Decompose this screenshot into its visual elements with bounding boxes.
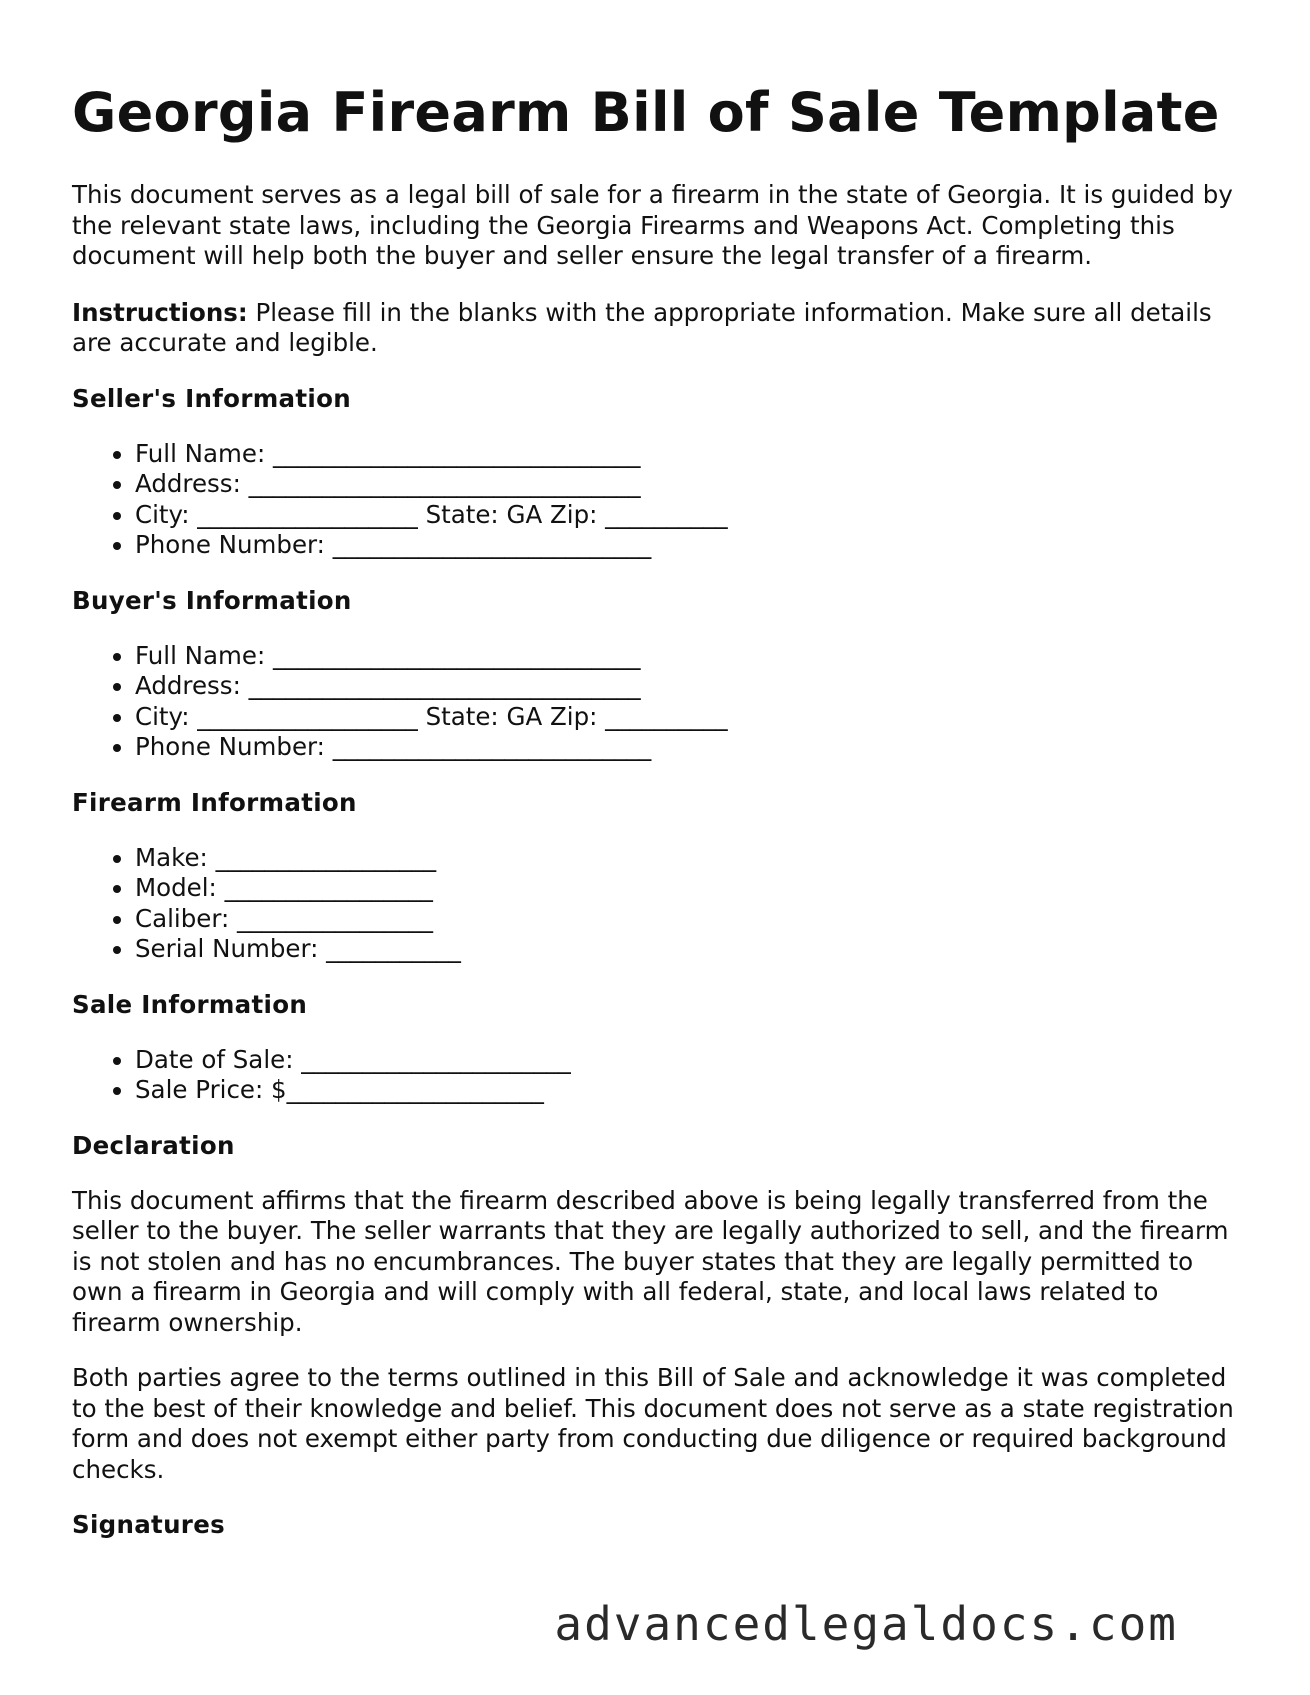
seller-phone-field: • Phone Number: __________________________ <box>135 530 1247 561</box>
seller-heading: Seller's Information <box>72 383 351 413</box>
declaration-paragraph-1: This document affirms that the firearm described above is being legally transferred from the seller to the buyer. The seller warrants that they are legally authorized to sell, and the firearm is not stolen and has no encumbrances. The buyer states that they are legally permitted to own a firearm in Georgia and will comply with all federal, state, and local laws related to firearm ownership. <box>72 1185 1229 1337</box>
firearm-caliber-field: • Caliber: ________________ <box>135 904 1247 935</box>
buyer-heading: Buyer's Information <box>72 585 352 615</box>
sale-price-field: • Sale Price: $_____________________ <box>135 1075 1247 1106</box>
buyer-address-field: • Address: ________________________________ <box>135 671 1247 702</box>
firearm-model-field: • Model: _________________ <box>135 873 1247 904</box>
seller-full-name-field: • Full Name: ______________________________ <box>135 439 1247 470</box>
sale-date-field: • Date of Sale: ______________________ <box>135 1045 1247 1076</box>
sale-fields <box>72 1045 1247 1106</box>
buyer-fields <box>72 641 1247 763</box>
declaration-heading: Declaration <box>72 1130 235 1160</box>
sale-heading: Sale Information <box>72 989 308 1019</box>
seller-address-field: • Address: ________________________________ <box>135 469 1247 500</box>
watermark-text: advancedlegaldocs.com <box>554 1597 1178 1651</box>
firearm-make-field: • Make: __________________ <box>135 843 1247 874</box>
buyer-city-state-zip-field: • City: __________________ State: GA Zip: __________ <box>135 702 1247 733</box>
intro-paragraph: This document serves as a legal bill of sale for a firearm in the state of Georgia. It is guided by the relevant state laws, including the Georgia Firearms and Weapons Act. Completing this document will help both the buyer and seller ensure the legal transfer of a firearm. <box>72 180 1233 271</box>
seller-fields <box>72 439 1247 561</box>
signatures-heading: Signatures <box>72 1510 225 1540</box>
document-page <box>72 82 1247 1565</box>
buyer-full-name-field: • Full Name: ______________________________ <box>135 641 1247 672</box>
seller-city-state-zip-field: • City: __________________ State: GA Zip: __________ <box>135 500 1247 531</box>
instructions-label: Instructions: <box>72 297 248 327</box>
firearm-serial-field: • Serial Number: ___________ <box>135 934 1247 965</box>
declaration-paragraph-2: Both parties agree to the terms outlined in this Bill of Sale and acknowledge it was completed to the best of their knowledge and belief. This document does not serve as a state registration form and does not exempt either party from conducting due diligence or required background checks. <box>72 1363 1234 1484</box>
page-title: Georgia Firearm Bill of Sale Template <box>72 81 1220 144</box>
firearm-fields <box>72 843 1247 965</box>
buyer-phone-field: • Phone Number: __________________________ <box>135 732 1247 763</box>
instructions-paragraph <box>72 298 1247 359</box>
firearm-heading: Firearm Information <box>72 787 357 817</box>
instructions-text: Please fill in the blanks with the appropriate information. Make sure all details are accurate and legible. <box>72 297 1212 358</box>
